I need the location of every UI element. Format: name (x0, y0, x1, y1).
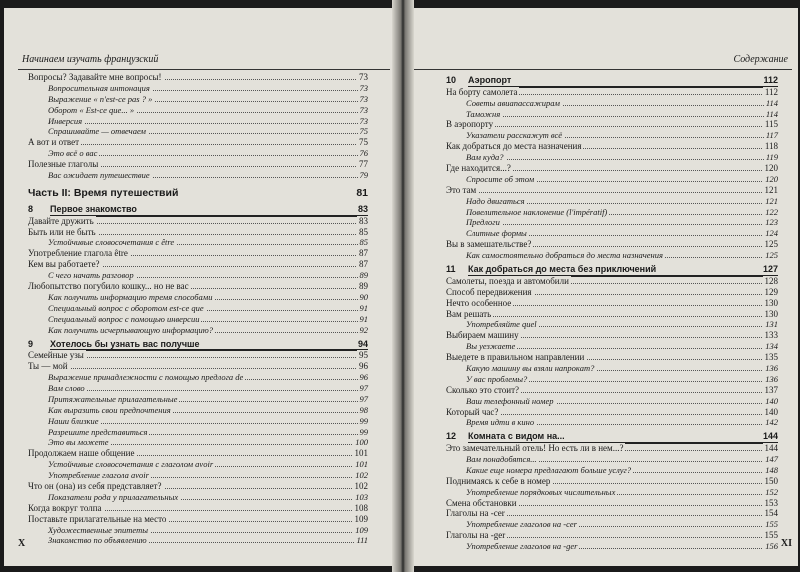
toc-subentry (28, 126, 368, 137)
toc-entry (28, 281, 368, 292)
entry-page-number: 87 (359, 259, 368, 270)
entry-title: Это всё о вас (48, 148, 98, 159)
entry-page-number: 87 (359, 248, 368, 259)
toc-entry (446, 287, 778, 298)
entry-title: Повелительное наклонение (l'impératif) (466, 206, 608, 217)
entry-page-number: 125 (765, 250, 778, 261)
entry-title: Как самостоятельно добраться до места назначения (466, 250, 663, 261)
entry-title: Вопросительная интонация (48, 82, 150, 93)
toc-subentry (446, 228, 778, 239)
toc-subentry (446, 319, 778, 330)
toc-subentry (28, 535, 368, 546)
entry-page-number: 153 (764, 497, 778, 508)
entry-page-number: 152 (765, 486, 778, 497)
entry-title: Выбираем машину (446, 330, 519, 341)
entry-title: Спросите об этом (466, 173, 535, 184)
chapter-title: Хотелось бы узнать вас получше (50, 338, 200, 349)
entry-page-number: 130 (764, 297, 778, 308)
toc-list-right (446, 72, 778, 552)
chapter-title: Как добраться до места без приключений (468, 264, 657, 275)
part-title: Часть II: Время путешествий (28, 186, 179, 199)
toc-entry (446, 141, 778, 152)
toc-subentry (446, 174, 778, 185)
entry-page-number: 100 (355, 437, 368, 448)
toc-entry (28, 350, 368, 361)
toc-subentry (28, 170, 368, 181)
entry-title: Предлоги (466, 217, 500, 228)
book-spine (392, 0, 414, 572)
entry-page-number: 137 (764, 384, 778, 395)
toc-entry (446, 530, 778, 541)
toc-entry (28, 481, 368, 492)
toc-subentry (28, 116, 368, 127)
toc-subentry (28, 383, 368, 394)
toc-subentry (446, 519, 778, 530)
entry-title: Как получить информацию тремя способами (48, 291, 213, 302)
toc-subentry (28, 459, 368, 470)
chapter-title: Комната с видом на... (468, 431, 565, 442)
entry-title: Поставьте прилагательные на место (28, 513, 167, 524)
toc-list-left (28, 72, 368, 546)
toc-entry (446, 476, 778, 487)
entry-page-number: 97 (359, 393, 368, 404)
entry-page-number: 155 (765, 519, 778, 530)
toc-subentry (28, 105, 368, 116)
chapter-title: Первое знакомство (50, 203, 137, 214)
entry-title: Поднимаясь к себе в номер (446, 475, 551, 486)
entry-title: Притяжательные прилагательные (48, 393, 178, 404)
toc-subentry (28, 394, 368, 405)
entry-title: С чего начать разговор (48, 270, 134, 281)
entry-title: Употребление порядковых числительных (466, 486, 616, 497)
entry-page-number: 77 (359, 159, 368, 170)
entry-title: Это вы можете (48, 437, 109, 448)
running-header-left: Начинаем изучать французский (22, 54, 159, 65)
dot-leader (68, 123, 368, 124)
entry-title: Советы авиапассажирам (466, 97, 560, 108)
entry-page-number: 114 (765, 108, 778, 119)
chapter-page-number: 83 (357, 203, 368, 214)
entry-title: Выражение принадлежности с помощью предлога de (48, 372, 244, 383)
entry-title: Вам решать (446, 308, 492, 319)
entry-title: Спрашивайте — отвечаем (48, 126, 146, 137)
entry-page-number: 91 (359, 313, 368, 324)
chapter-number: 12 (446, 431, 457, 442)
toc-entry (28, 248, 368, 259)
toc-entry (446, 163, 778, 174)
chapter-number: 10 (446, 75, 457, 85)
entry-title: Указатели расскажут всё (466, 130, 562, 141)
entry-title: Разрешите представиться (48, 426, 148, 437)
entry-title: Самолеты, поезда и автомобили (446, 275, 569, 286)
entry-page-number: 114 (765, 97, 778, 108)
toc-subentry (446, 98, 778, 109)
toc-subentry (28, 325, 368, 336)
dot-leader (486, 381, 778, 382)
chapter-page-number: 112 (763, 75, 778, 85)
dot-leader (486, 235, 778, 236)
entry-page-number: 95 (359, 350, 368, 361)
entry-page-number: 89 (359, 270, 368, 281)
entry-title: Давайте дружить (28, 215, 94, 226)
entry-page-number: 131 (765, 319, 778, 330)
entry-page-number: 89 (359, 281, 368, 292)
toc-entry (28, 216, 368, 227)
toc-subentry (446, 109, 778, 120)
entry-page-number: 83 (359, 215, 368, 226)
toc-subentry (28, 492, 368, 503)
entry-page-number: 102 (355, 470, 368, 481)
entry-page-number: 133 (764, 330, 778, 341)
entry-page-number: 75 (359, 126, 368, 137)
toc-subentry (28, 437, 368, 448)
toc-subentry (28, 470, 368, 481)
entry-title: Смена обстановки (446, 497, 517, 508)
entry-page-number: 122 (765, 206, 778, 217)
dot-leader (68, 155, 368, 156)
toc-entry (446, 407, 778, 418)
entry-title: Знакомство по объявлению (48, 535, 147, 546)
entry-title: Наши близкие (48, 415, 99, 426)
entry-page-number: 76 (359, 148, 368, 159)
entry-title: Употребление глагола être (28, 248, 128, 259)
entry-page-number: 115 (764, 119, 778, 130)
dot-leader (68, 390, 368, 391)
entry-title: Это там (446, 184, 477, 195)
entry-page-number: 85 (359, 237, 368, 248)
toc-subentry (446, 152, 778, 163)
entry-title: Нечто особенное (446, 297, 512, 308)
entry-page-number: 109 (354, 513, 368, 524)
entry-title: Любопытство погубило кошку... но не вас (28, 281, 189, 292)
dot-leader (486, 348, 778, 349)
toc-entry (446, 385, 778, 396)
right-page (406, 8, 798, 566)
entry-title: Употребляйте quel (466, 319, 537, 330)
entry-page-number: 99 (359, 415, 368, 426)
entry-title: Оборот « Est-ce que... » (48, 104, 135, 115)
entry-page-number: 144 (764, 443, 778, 454)
entry-title: Вы в замешательстве? (446, 239, 532, 250)
chapter-title: Аэропорт (468, 75, 512, 85)
toc-entry (28, 503, 368, 514)
entry-page-number: 155 (764, 530, 778, 541)
entry-title: Употребление глаголов на -ger (466, 541, 578, 552)
entry-page-number: 140 (764, 406, 778, 417)
toc-subentry (446, 207, 778, 218)
chapter-page-number: 144 (762, 431, 778, 442)
entry-page-number: 129 (764, 286, 778, 297)
left-page (4, 8, 399, 566)
entry-page-number: 79 (359, 170, 368, 181)
toc-entry (28, 137, 368, 148)
entry-page-number: 134 (765, 341, 778, 352)
entry-title: Глаголы на -ger (446, 530, 506, 541)
toc-entry (446, 119, 778, 130)
entry-title: Что он (она) из себя представляет? (28, 480, 162, 491)
entry-title: Как получить исчерпывающую информацию? (48, 324, 214, 335)
entry-title: Который час? (446, 406, 499, 417)
entry-page-number: 136 (765, 373, 778, 384)
entry-title: Выедете в правильном направлении (446, 352, 585, 363)
dot-leader (68, 423, 368, 424)
entry-title: Кем вы работаете? (28, 259, 100, 270)
entry-page-number: 73 (359, 82, 368, 93)
entry-page-number: 124 (765, 228, 778, 239)
toc-subentry (28, 237, 368, 248)
toc-chapter-heading (446, 430, 778, 443)
entry-page-number: 150 (764, 475, 778, 486)
entry-title: Устойчивые словосочетания с глаголом avoir (48, 459, 214, 470)
toc-subentry (446, 417, 778, 428)
entry-page-number: 135 (764, 352, 778, 363)
dot-leader (28, 368, 368, 369)
toc-entry (446, 352, 778, 363)
entry-title: Продолжаем наше общение (28, 448, 135, 459)
entry-title: Как добраться до места назначения (446, 141, 582, 152)
entry-title: Слитные формы (466, 228, 527, 239)
toc-subentry (28, 525, 368, 536)
entry-title: А вот и ответ (28, 137, 80, 148)
toc-entry (28, 227, 368, 238)
entry-title: Устойчивые словосочетания с être (48, 237, 175, 248)
toc-subentry (28, 148, 368, 159)
toc-subentry (28, 416, 368, 427)
dot-leader (486, 159, 778, 160)
toc-subentry (446, 217, 778, 228)
entry-page-number: 147 (765, 454, 778, 464)
entry-title: Показатели рода у прилагательных (48, 491, 179, 502)
header-rule-right (412, 69, 792, 70)
entry-page-number: 154 (764, 508, 778, 519)
chapter-number: 9 (28, 338, 34, 349)
dot-leader (446, 316, 778, 317)
entry-page-number: 75 (359, 137, 368, 148)
dot-leader (68, 444, 368, 445)
toc-entry (446, 508, 778, 519)
entry-page-number: 73 (359, 115, 368, 126)
toc-subentry (446, 250, 778, 261)
toc-entry (28, 361, 368, 372)
entry-page-number: 90 (359, 291, 368, 302)
toc-subentry (446, 396, 778, 407)
entry-title: Глаголы на -cer (446, 508, 505, 519)
entry-page-number: 148 (765, 464, 778, 475)
entry-page-number: 125 (764, 239, 778, 250)
toc-entry (446, 443, 778, 454)
toc-entry (446, 276, 778, 287)
entry-page-number: 99 (359, 426, 368, 437)
entry-page-number: 111 (356, 535, 368, 546)
toc-entry (28, 514, 368, 525)
entry-title: Вас ожидает путешествие (48, 170, 150, 181)
running-header-right: Содержание (733, 54, 788, 65)
toc-subentry (28, 303, 368, 314)
entry-title: Ваш телефонный номер (466, 395, 554, 406)
toc-entry (446, 330, 778, 341)
toc-entry (446, 87, 778, 98)
entry-title: Употребление глагола avoir (48, 470, 149, 481)
chapter-number: 11 (446, 264, 456, 275)
entry-title: Как выразить свои предпочтения (48, 404, 171, 415)
entry-page-number: 120 (765, 173, 778, 184)
chapter-page-number: 127 (762, 264, 778, 275)
toc-entry (446, 298, 778, 309)
entry-page-number: 96 (359, 372, 368, 383)
toc-chapter-heading (28, 338, 368, 351)
toc-subentry (446, 541, 778, 552)
entry-title: Вы уезжаете (466, 341, 516, 352)
entry-title: Где находится...? (446, 163, 511, 174)
entry-page-number: 142 (765, 417, 778, 428)
toc-subentry (446, 454, 778, 465)
toc-subentry (28, 427, 368, 438)
toc-subentry (28, 94, 368, 105)
header-rule-left (18, 69, 390, 70)
entry-title: Вам слово (48, 382, 85, 393)
toc-subentry (446, 363, 778, 374)
entry-page-number: 92 (359, 324, 368, 335)
entry-page-number: 85 (359, 226, 368, 237)
entry-page-number: 91 (359, 302, 368, 313)
entry-title: Вам понадобятся... (466, 454, 537, 464)
entry-page-number: 73 (359, 104, 368, 115)
entry-page-number: 140 (765, 395, 778, 406)
entry-title: Какую машину вы взяли напрокат? (466, 362, 595, 373)
entry-title: Когда вокруг толпа (28, 502, 102, 513)
entry-title: Выражение « n'est-ce pas ? » (48, 93, 153, 104)
toc-subentry (446, 374, 778, 385)
entry-title: Ты — мой (28, 361, 68, 372)
toc-subentry (446, 487, 778, 498)
entry-title: Вам куда? (466, 152, 504, 163)
dot-leader (486, 203, 778, 204)
entry-title: Быть или не быть (28, 226, 96, 237)
page-number-left: X (18, 538, 26, 549)
entry-title: Художественные эпитеты (48, 524, 148, 535)
entry-title: Таможня (466, 108, 501, 119)
entry-page-number: 73 (359, 93, 368, 104)
part-page-number: 81 (356, 186, 368, 199)
toc-chapter-heading (446, 263, 778, 276)
entry-page-number: 121 (764, 184, 778, 195)
toc-entry (446, 498, 778, 509)
toc-entry (446, 239, 778, 250)
entry-page-number: 102 (354, 480, 368, 491)
toc-chapter-heading (446, 74, 778, 87)
toc-subentry (28, 292, 368, 303)
toc-entry (28, 159, 368, 170)
entry-page-number: 108 (354, 502, 368, 513)
dot-leader (486, 224, 778, 225)
entry-page-number: 121 (765, 195, 778, 206)
entry-page-number: 118 (764, 141, 778, 152)
toc-subentry (446, 196, 778, 207)
entry-title: Сколько это стоит? (446, 384, 520, 395)
toc-entry (28, 72, 368, 83)
entry-title: Специальный вопрос с оборотом est-ce que (48, 302, 204, 313)
entry-page-number: 98 (359, 404, 368, 415)
entry-page-number: 103 (355, 491, 368, 502)
toc-entry (446, 185, 778, 196)
dot-leader (486, 116, 778, 117)
dot-leader (446, 192, 778, 193)
toc-part-heading (28, 186, 368, 200)
toc-subentry (28, 405, 368, 416)
entry-title: В аэропорту (446, 119, 494, 130)
entry-page-number: 128 (764, 275, 778, 286)
toc-subentry (446, 341, 778, 352)
entry-page-number: 112 (764, 86, 778, 97)
entry-title: Специальный вопрос с помощью инверсии (48, 313, 200, 324)
entry-page-number: 73 (359, 72, 368, 82)
entry-page-number: 119 (765, 152, 778, 163)
entry-page-number: 156 (765, 541, 778, 552)
page-number-right: XI (780, 538, 792, 549)
entry-page-number: 123 (765, 217, 778, 228)
entry-page-number: 101 (355, 459, 368, 470)
toc-subentry (446, 465, 778, 476)
toc-entry (446, 309, 778, 320)
toc-subentry (28, 372, 368, 383)
entry-title: Вопросы? Задавайте мне вопросы! (28, 72, 162, 82)
entry-title: Инверсия (48, 115, 83, 126)
entry-title: Время идти в кино (466, 417, 535, 428)
toc-entry (28, 448, 368, 459)
entry-page-number: 130 (764, 308, 778, 319)
entry-title: Семейные узы (28, 350, 84, 361)
entry-title: У вас проблемы? (466, 373, 528, 384)
dot-leader (446, 126, 778, 127)
toc-subentry (28, 83, 368, 94)
toc-subentry (446, 130, 778, 141)
entry-page-number: 96 (359, 361, 368, 372)
entry-title: Способ передвижения (446, 286, 532, 297)
entry-title: Какие еще номера предлагают больше услуг? (466, 464, 632, 475)
entry-title: Полезные глаголы (28, 159, 99, 170)
entry-title: Это замечательный отель! Но есть ли в нем...? (446, 443, 624, 454)
entry-page-number: 120 (764, 163, 778, 174)
entry-page-number: 97 (359, 382, 368, 393)
toc-subentry (28, 314, 368, 325)
toc-entry (28, 259, 368, 270)
entry-page-number: 101 (354, 448, 368, 459)
entry-title: Употребление глаголов на -cer (466, 519, 577, 530)
toc-subentry (28, 270, 368, 281)
entry-title: На борту самолета (446, 86, 518, 97)
chapter-number: 8 (28, 203, 34, 214)
entry-page-number: 109 (355, 524, 368, 535)
toc-chapter-heading (28, 203, 368, 216)
entry-page-number: 136 (765, 362, 778, 373)
entry-page-number: 117 (765, 130, 778, 141)
chapter-page-number: 94 (357, 338, 368, 349)
entry-title: Надо двигаться (466, 195, 525, 206)
